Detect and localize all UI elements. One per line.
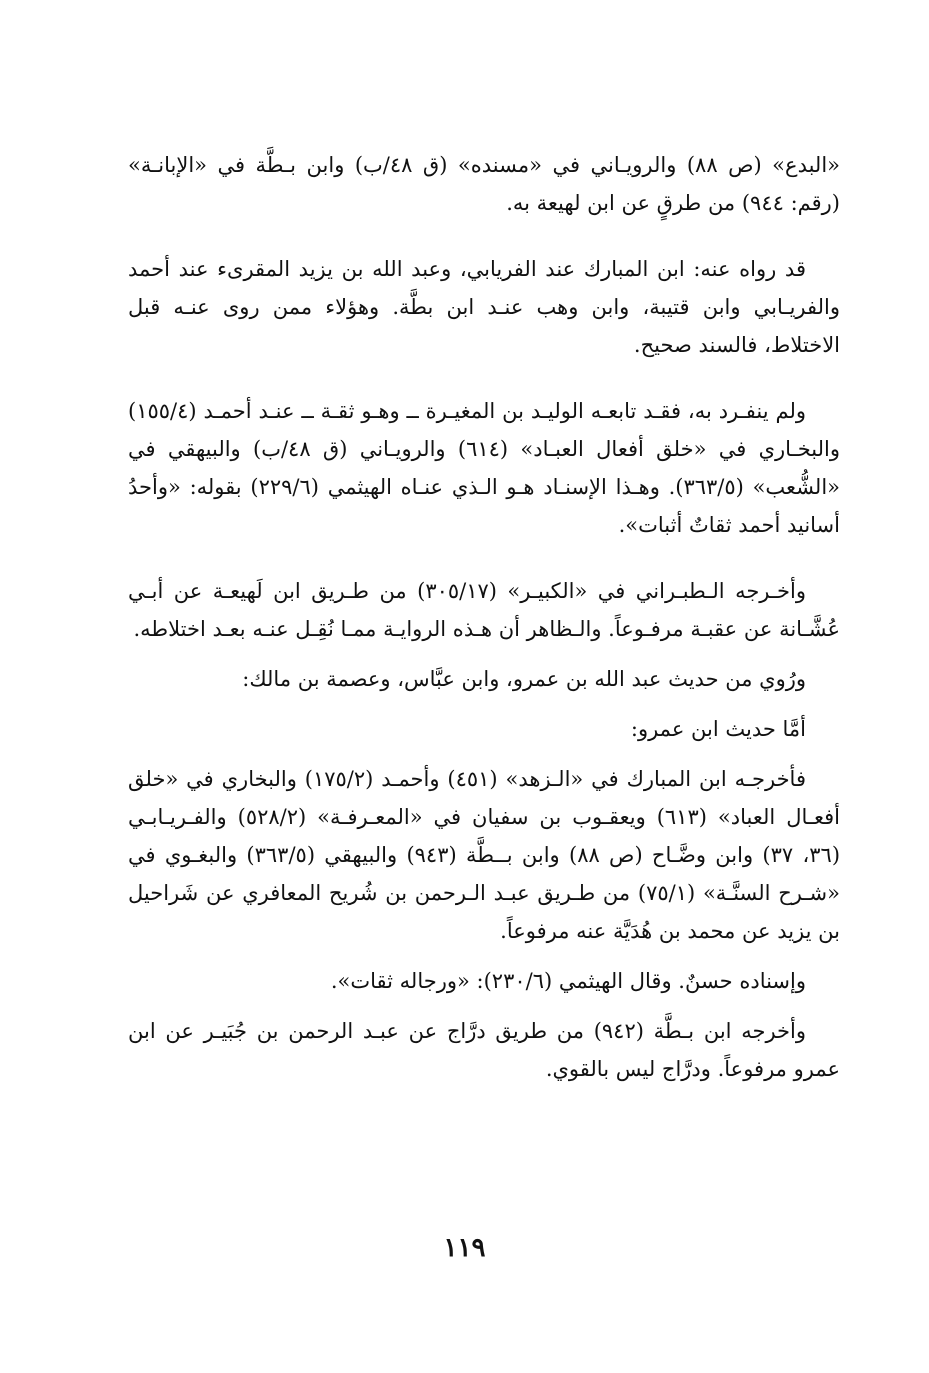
page-body xyxy=(128,146,840,1088)
page-number: ١١٩ xyxy=(443,1233,486,1263)
paragraph-ibn-batta: وأخرجه ابن بـطَّة (٩٤٢) من طريق درَّاج عن عبـد الرحمن بن جُبَيـر عن ابن عمرو مرفوعاً. ودرَّاج ليس بالقوي. xyxy=(128,1019,840,1081)
paragraph-tabarani: وأخـرجه الـطبـراني في «الكبيـر» (٣٠٥/١٧) من طـريق ابن لَهيعـة عن أبـي عُشَّـانة عن عقبـة مرفـوعاً. والـظاهر أن هـذه الروايـة ممـا نُقِـل عنـه بعـد اختلاطه. xyxy=(128,579,840,641)
paragraph-continuation: «البدع» (ص ٨٨) والرويـاني في «مسنده» (ق ٤٨/ب) وابن بـطَّة في «الإبانـة» (رقم: ٩٤٤) من طرقٍ عن ابن لهيعة به. xyxy=(128,153,841,215)
paragraph-narrators: قد رواه عنه: ابن المبارك عند الفريابي، وعبد الله بن يزيد المقرىء عند أحمد والفريـابي وابن قتيبة، وابن وهب عنـد ابن بطَّة. وهؤلاء ممن روى عنـه قبل الاختلاط، فالسند صحيح. xyxy=(128,257,840,357)
paragraph-follow-up: ولم ينفـرد به، فقـد تابعـه الوليـد بن المغيـرة ــ وهـو ثقـة ــ عنـد أحمـد (١٥٥/٤) والبخـاري في «خلق أفعال العبـاد» (٦١٤) والرويـاني (ق ٤٨/ب) والبيهقي في «الشُّعب» (٣٦٣/٥). وهـذا الإسنـاد هـو الـذي عنـاه الهيثمي (٢٢٩/٦) بقوله: «وأحدُ أسانيد أحمد ثقاتٌ أثبات». xyxy=(128,399,841,537)
section-heading-ibn-amr: أمَّا حديث ابن عمرو: xyxy=(630,717,806,741)
paragraph-ibn-amr-sources: فأخرجـه ابن المبارك في «الـزهد» (٤٥١) وأحمـد (١٧٥/٢) والبخاري في «خلق أفعـال العباد» (٦١٣) ويعقـوب بن سفيان في «المعـرفـة» (٥٢٨/٢) والفـريـابـي (٣٦، ٣٧) وابن وضَّـاح (ص ٨٨) وابن بــطَّة (٩٤٣) والبيهقي (٣٦٣/٥) والبغـوي في «شـرح السنَّـة» (٧٥/١) من طـريق عبـد الـرحمن بن شُريح المعافري عن شَراحيل بن يزيد عن محمد بن هُدَيَّة عنه مرفوعاً. xyxy=(128,767,841,943)
paragraph-other-narrations: ورُوي من حديث عبد الله بن عمرو، وابن عبَّاس، وعصمة بن مالك: xyxy=(242,667,806,691)
paragraph-isnad-ruling: وإسناده حسنٌ. وقال الهيثمي (٢٣٠/٦): «ورجاله ثقات». xyxy=(330,969,806,993)
